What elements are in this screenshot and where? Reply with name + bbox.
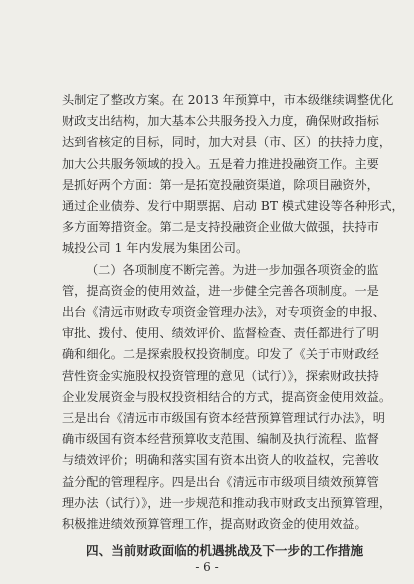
text-line: 与绩效评价；明确和落实国有资本出资人的收益权，完善收	[62, 453, 379, 468]
text-line: 确和细化。二是探索股权投资制度。印发了《关于市财政经	[62, 347, 379, 362]
text-line: 出台《清远市财政专项资金管理办法》，对专项资金的申报、	[62, 305, 385, 319]
text-line: 企业发展资金与股权投资相结合的方式，提高资金使用效益。	[62, 389, 392, 404]
text-line: 是抓好两个方面：第一是拓宽投融资渠道，除项目融资外，	[62, 177, 379, 192]
text-line: 管，提高资金的使用效益，进一步健全完善各项制度。一是	[62, 283, 379, 298]
section-heading: 四、当前财政面临的机遇挑战及下一步的工作措施	[86, 543, 364, 559]
text-line: 理办法（试行）》，进一步规范和推动我市财政支出预算管理，	[62, 495, 392, 510]
text-line: 确市级国有资本经营预算收支范围、编制及执行流程、监督	[62, 432, 379, 447]
text-line: 通过企业债券、发行中期票据、启动 BT 模式建设等各种形式，	[62, 199, 404, 213]
page-number: - 6 -	[195, 560, 219, 574]
text-line: 审批、拨付、使用、绩效评价、监督检查、责任都进行了明	[62, 326, 379, 341]
text-line: 益分配的管理程序。四是出台《清远市市级项目绩效预算管	[62, 474, 379, 489]
text-line: 头制定了整改方案。在 2013 年预算中，市本级继续调整优化	[62, 93, 394, 107]
text-line: 积极推进绩效预算管理工作，提高财政资金的使用效益。	[62, 517, 367, 531]
text-line: 城投公司 1 年内发展为集团公司。	[62, 241, 249, 256]
text-line: 加大公共服务领域的投入。五是着力推进投融资工作。主要	[62, 156, 379, 171]
text-line: 三是出台《清远市市级国有资本经营预算管理试行办法》，明	[62, 411, 385, 425]
text-line: 营性资金实施股权投资管理的意见（试行）》，探索财政扶持	[62, 368, 379, 383]
text-line: 达到省核定的目标，同时，加大对县（市、区）的扶持力度，	[62, 135, 392, 150]
text-line: 财政支出结构，加大基本公共服务投入力度，确保财政指标	[62, 114, 379, 129]
text-line: 多方面筹措资金。第二是支持投融资企业做大做强，扶持市	[62, 220, 379, 235]
text-line: （二）各项制度不断完善。为进一步加强各项资金的监	[86, 262, 379, 277]
